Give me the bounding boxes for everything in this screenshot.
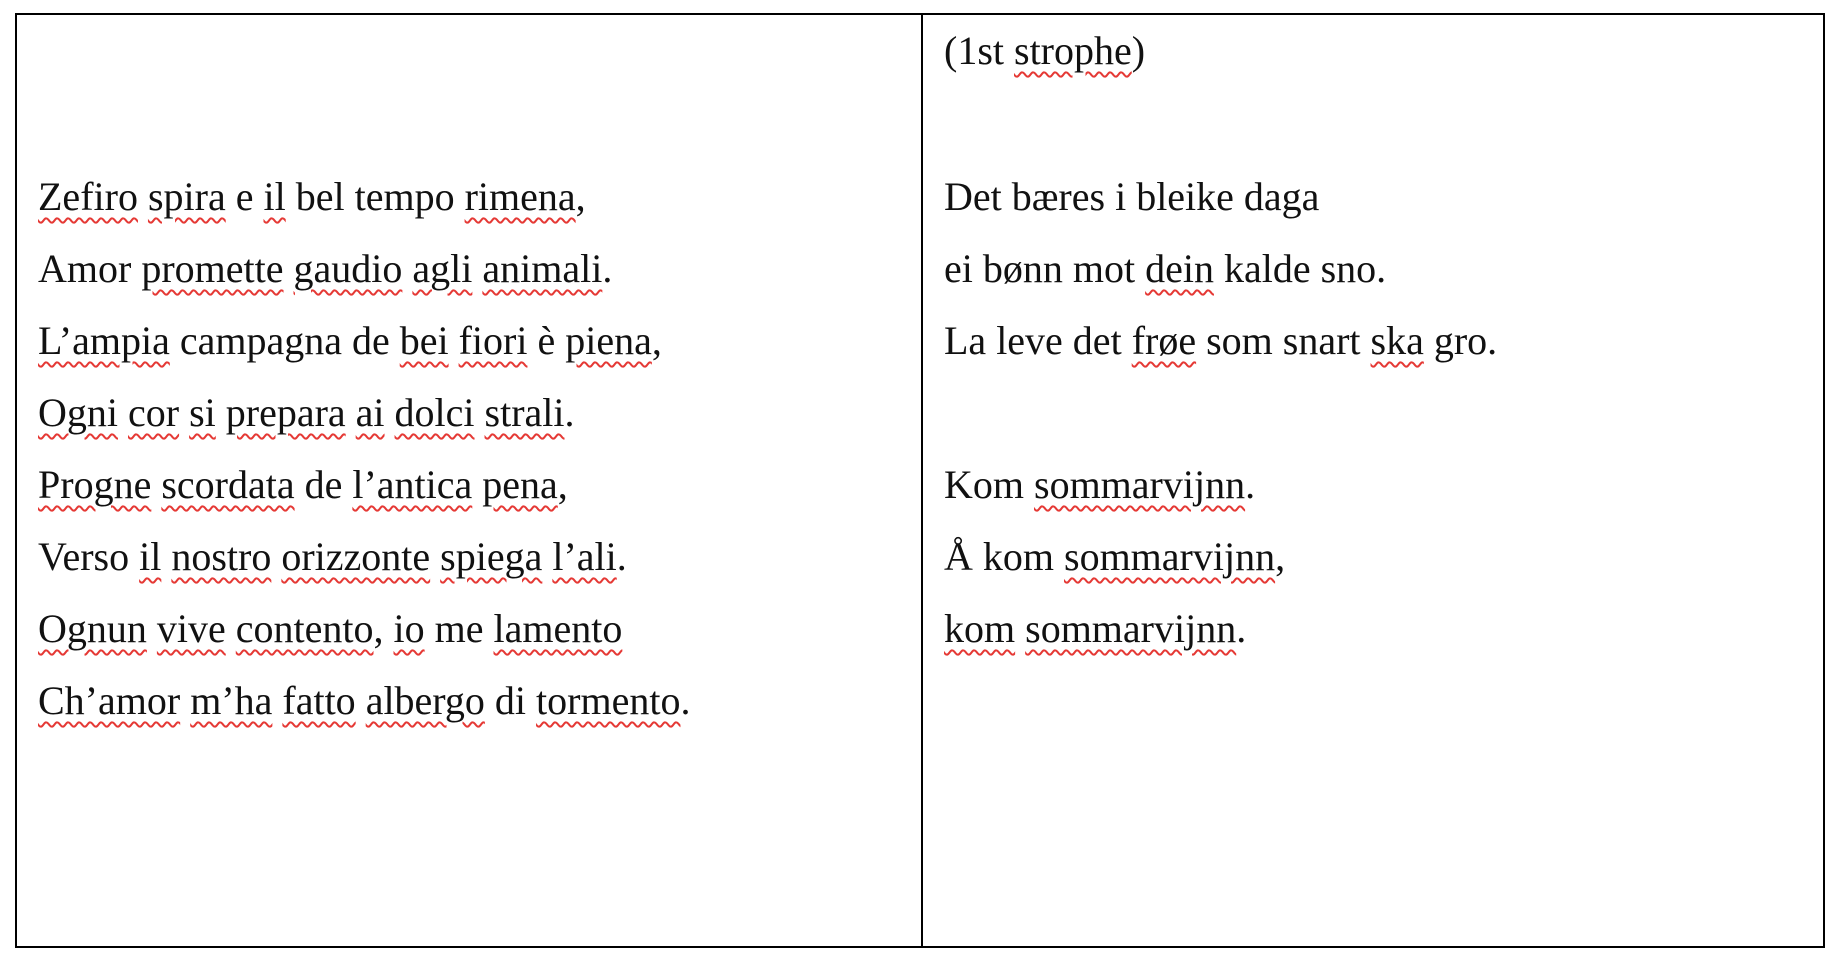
text-run: Kom xyxy=(944,462,1034,507)
spellcheck-flagged-word[interactable]: lamento xyxy=(493,606,623,651)
strophe-label xyxy=(944,27,1145,75)
spellcheck-flagged-word[interactable]: animali xyxy=(482,246,603,291)
spellcheck-flagged-word[interactable]: si xyxy=(189,390,216,435)
text-run: . xyxy=(1245,462,1256,507)
spellcheck-flagged-word[interactable]: dolci xyxy=(394,390,475,435)
spellcheck-flagged-word[interactable]: l’antica xyxy=(352,462,473,507)
text-run xyxy=(180,678,190,723)
text-run xyxy=(475,390,485,435)
spellcheck-flagged-word[interactable]: rimena xyxy=(464,174,576,219)
spellcheck-flagged-word[interactable]: Ognun xyxy=(38,606,147,651)
text-run xyxy=(147,606,157,651)
italian-line xyxy=(38,461,568,509)
spellcheck-flagged-word[interactable]: L’ampia xyxy=(38,318,170,363)
lyrics-table xyxy=(15,13,1825,948)
spellcheck-flagged-word[interactable]: sommarvijnn xyxy=(1025,606,1237,651)
text-run: , xyxy=(575,174,586,219)
spellcheck-flagged-word[interactable]: agli xyxy=(412,246,473,291)
text-run: de xyxy=(294,462,353,507)
text-run xyxy=(472,462,482,507)
text-run xyxy=(179,390,189,435)
spellcheck-flagged-word[interactable]: sommarvijnn xyxy=(1034,462,1246,507)
text-run xyxy=(430,534,440,579)
norwegian-line xyxy=(944,173,1319,221)
spellcheck-flagged-word[interactable]: albergo xyxy=(365,678,485,723)
spellcheck-flagged-word[interactable]: Ch’amor xyxy=(38,678,181,723)
spellcheck-flagged-word[interactable]: pena xyxy=(482,462,558,507)
text-run: . xyxy=(1236,606,1247,651)
spellcheck-flagged-word[interactable]: l’ali xyxy=(552,534,617,579)
spellcheck-flagged-word[interactable]: il xyxy=(263,174,286,219)
spellcheck-flagged-word[interactable]: spira xyxy=(147,174,226,219)
italian-line xyxy=(38,173,586,221)
spellcheck-flagged-word[interactable]: m’ha xyxy=(190,678,273,723)
spellcheck-flagged-word[interactable]: promette xyxy=(141,246,284,291)
italian-text-cell[interactable] xyxy=(17,15,921,946)
text-run xyxy=(271,534,281,579)
spellcheck-flagged-word[interactable]: Zefiro xyxy=(38,174,138,219)
text-run: Amor xyxy=(38,246,142,291)
italian-line xyxy=(38,605,622,653)
spellcheck-flagged-word[interactable]: gaudio xyxy=(293,246,403,291)
text-run: è xyxy=(527,318,566,363)
text-run: e xyxy=(225,174,264,219)
spellcheck-flagged-word[interactable]: cor xyxy=(128,390,180,435)
text-run: , xyxy=(373,606,394,651)
text-run xyxy=(472,246,482,291)
italian-line xyxy=(38,677,690,725)
text-run: , xyxy=(557,462,568,507)
spellcheck-flagged-word[interactable]: bei xyxy=(399,318,449,363)
text-run xyxy=(385,390,395,435)
text-run xyxy=(1015,606,1025,651)
text-run xyxy=(449,318,459,363)
spellcheck-flagged-word[interactable]: fiori xyxy=(458,318,528,363)
text-run xyxy=(402,246,412,291)
italian-line xyxy=(38,389,575,437)
spellcheck-flagged-word[interactable]: scordata xyxy=(161,462,295,507)
text-run xyxy=(284,246,294,291)
norwegian-line xyxy=(944,245,1386,293)
spellcheck-flagged-word[interactable]: Ogni xyxy=(38,390,118,435)
norwegian-line xyxy=(944,533,1285,581)
text-run xyxy=(272,678,282,723)
text-run xyxy=(346,390,356,435)
text-run xyxy=(226,606,236,651)
text-run: me xyxy=(424,606,494,651)
spellcheck-flagged-word[interactable]: contento xyxy=(235,606,374,651)
spellcheck-flagged-word[interactable]: kom xyxy=(944,606,1016,651)
spellcheck-flagged-word[interactable]: spiega xyxy=(440,534,543,579)
text-run: ) xyxy=(1131,28,1146,73)
text-run xyxy=(118,390,128,435)
spellcheck-flagged-word[interactable]: ska xyxy=(1370,318,1424,363)
spellcheck-flagged-word[interactable]: ai xyxy=(355,390,385,435)
norwegian-line xyxy=(944,317,1497,365)
text-run: som snart xyxy=(1196,318,1371,363)
text-run xyxy=(151,462,161,507)
text-run xyxy=(216,390,226,435)
text-run: kalde sno. xyxy=(1213,246,1387,291)
spellcheck-flagged-word[interactable]: dein xyxy=(1145,246,1214,291)
spellcheck-flagged-word[interactable]: strali xyxy=(484,390,565,435)
italian-line xyxy=(38,317,662,365)
norwegian-line xyxy=(944,461,1255,509)
text-run: . xyxy=(616,534,627,579)
spellcheck-flagged-word[interactable]: vive xyxy=(156,606,226,651)
text-run: . xyxy=(602,246,613,291)
spellcheck-flagged-word[interactable]: frøe xyxy=(1131,318,1197,363)
italian-line xyxy=(38,245,612,293)
spellcheck-flagged-word[interactable]: il xyxy=(139,534,162,579)
spellcheck-flagged-word[interactable]: sommarvijnn xyxy=(1064,534,1276,579)
text-run xyxy=(161,534,171,579)
text-run: Det bæres i bleike daga xyxy=(944,174,1320,219)
spellcheck-flagged-word[interactable]: fatto xyxy=(282,678,356,723)
text-run: di xyxy=(484,678,537,723)
text-run: La leve det xyxy=(944,318,1132,363)
text-run: bel tempo xyxy=(285,174,465,219)
text-run: gro. xyxy=(1423,318,1498,363)
text-run: , xyxy=(651,318,662,363)
text-run xyxy=(542,534,552,579)
text-run xyxy=(138,174,148,219)
text-run: , xyxy=(1275,534,1286,579)
norwegian-text-cell[interactable] xyxy=(923,15,1825,946)
text-run: . xyxy=(680,678,691,723)
text-run: Å kom xyxy=(944,534,1064,579)
spellcheck-flagged-word[interactable]: nostro xyxy=(171,534,272,579)
norwegian-line xyxy=(944,605,1246,653)
spellcheck-flagged-word[interactable]: tormento xyxy=(536,678,681,723)
text-run: (1st xyxy=(944,28,1014,73)
text-run: . xyxy=(564,390,575,435)
spellcheck-flagged-word[interactable]: orizzonte xyxy=(281,534,431,579)
text-run: campagna de xyxy=(169,318,400,363)
text-run xyxy=(356,678,366,723)
italian-line xyxy=(38,533,627,581)
text-run: ei bønn mot xyxy=(944,246,1146,291)
spellcheck-flagged-word[interactable]: strophe xyxy=(1014,28,1132,73)
spellcheck-flagged-word[interactable]: io xyxy=(393,606,425,651)
text-run: Verso xyxy=(38,534,140,579)
spellcheck-flagged-word[interactable]: prepara xyxy=(225,390,346,435)
spellcheck-flagged-word[interactable]: Progne xyxy=(38,462,152,507)
spellcheck-flagged-word[interactable]: piena xyxy=(565,318,652,363)
